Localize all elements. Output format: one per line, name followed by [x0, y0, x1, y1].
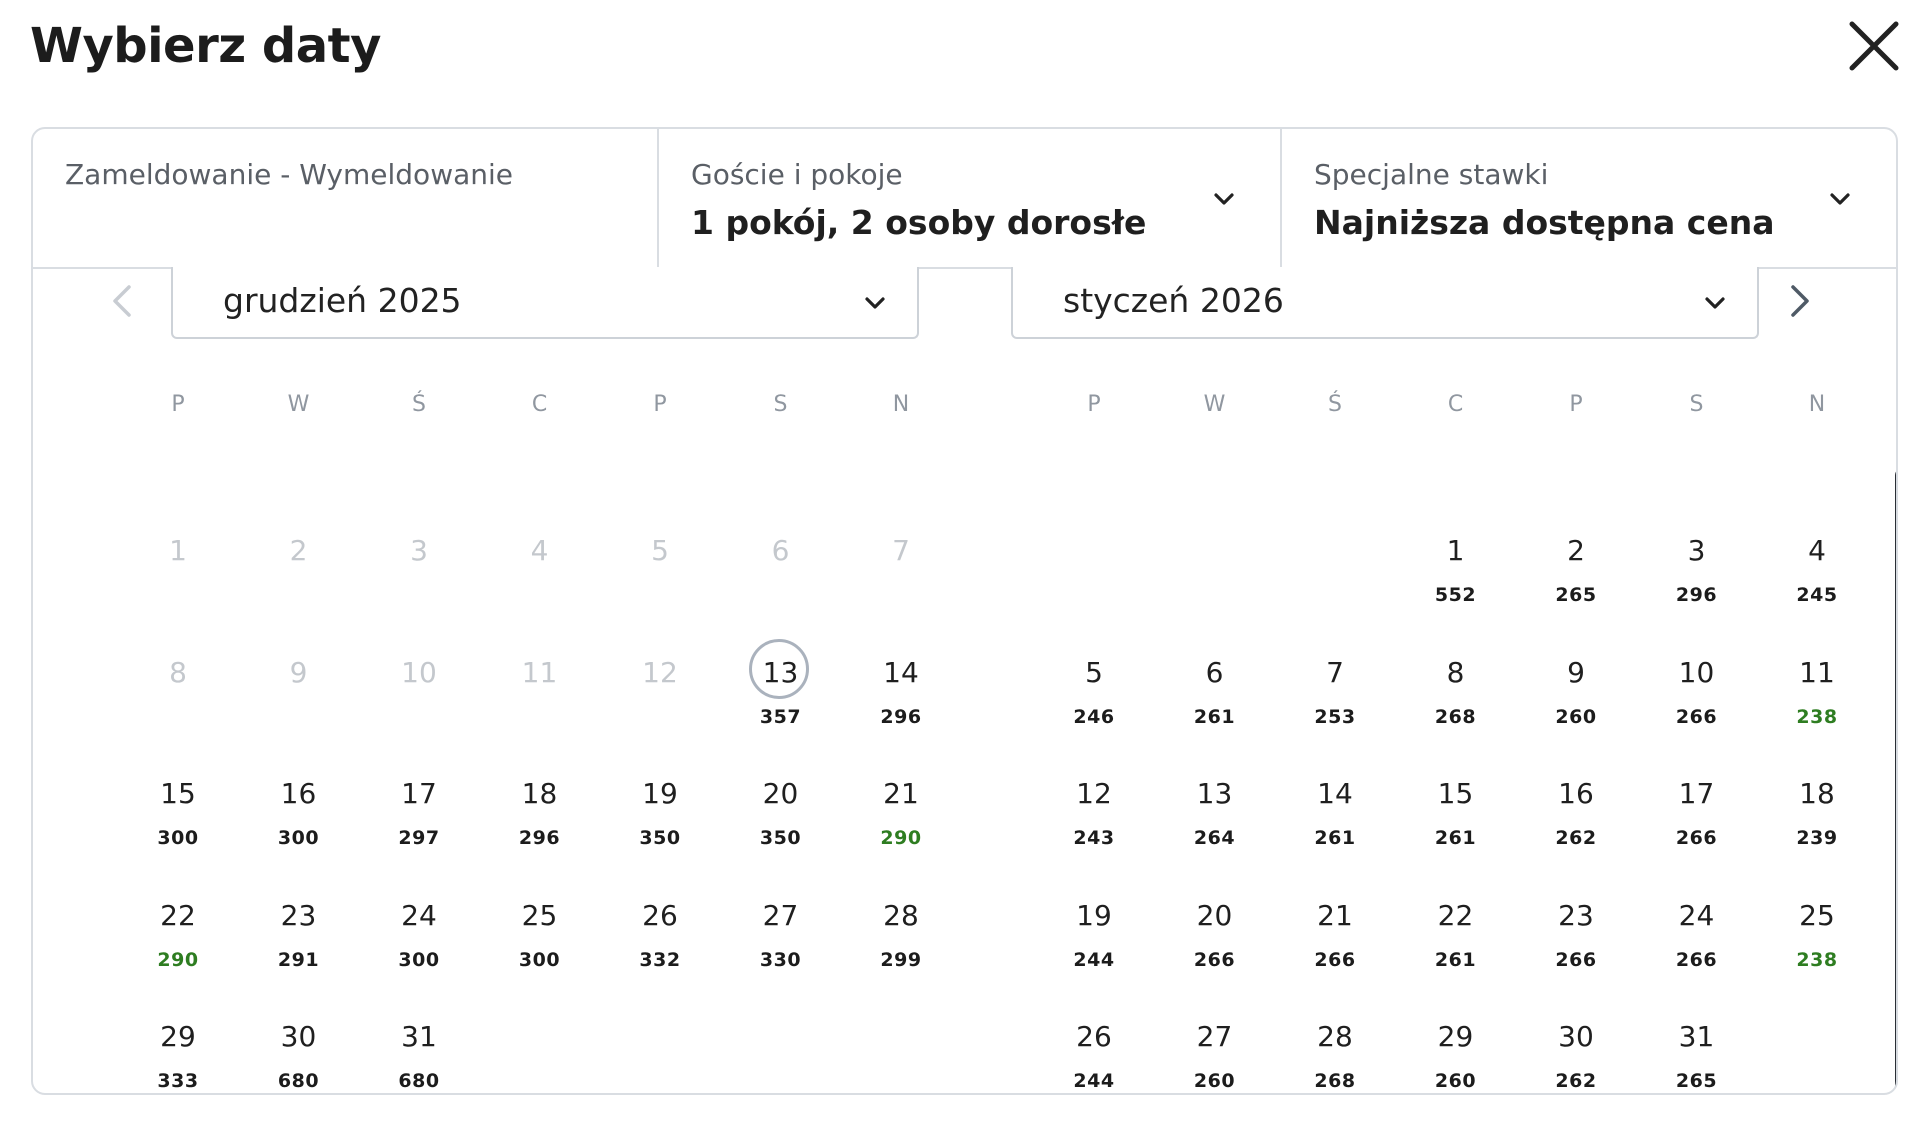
day-number: 28 [1317, 1020, 1353, 1053]
month-select-january[interactable] [1011, 267, 1759, 339]
day-number: 28 [883, 898, 919, 932]
day-price: 266 [1675, 827, 1718, 849]
calendar-day[interactable] [1637, 655, 1757, 765]
calendar-day[interactable] [1516, 655, 1636, 765]
day-price: 268 [1314, 1070, 1356, 1092]
day-price: 296 [518, 827, 561, 849]
calendar-day[interactable] [721, 655, 841, 765]
day-price: 246 [1073, 705, 1115, 728]
day-price: 291 [277, 948, 320, 971]
calendar-day[interactable] [1155, 655, 1275, 765]
calendar-day[interactable] [1516, 898, 1636, 1008]
day-number: 6 [1205, 655, 1224, 689]
calendar-day[interactable] [239, 898, 359, 1008]
day-price: 238 [1796, 705, 1838, 728]
day-price: 300 [518, 948, 561, 971]
day-price: 266 [1675, 948, 1718, 971]
calendar-day[interactable] [1516, 533, 1636, 643]
chevron-down-icon [1210, 185, 1238, 213]
day-number: 14 [1317, 777, 1353, 810]
day-price: 264 [1193, 827, 1236, 849]
chevron-down-icon [1701, 289, 1729, 317]
calendar-day[interactable] [600, 776, 720, 886]
month-select-label: grudzień 2025 [223, 281, 462, 320]
calendar-day[interactable] [1034, 898, 1154, 1008]
day-number: 20 [762, 777, 799, 810]
day-price: 680 [398, 1070, 440, 1092]
day-price: 244 [1073, 948, 1115, 971]
guests-field-value: 1 pokój, 2 osoby dorosłe [691, 203, 1147, 242]
calendar-day[interactable] [841, 655, 961, 765]
day-price: 266 [1314, 948, 1356, 971]
day-price: 266 [1193, 948, 1236, 971]
day-number: 7 [1326, 655, 1344, 689]
day-number: 17 [1678, 777, 1715, 810]
calendar-day[interactable] [841, 898, 961, 1008]
day-price: 260 [1555, 705, 1597, 728]
calendar-day[interactable] [480, 898, 600, 1008]
day-price: 261 [1193, 705, 1236, 728]
chevron-left-icon [107, 281, 137, 321]
day-price: 357 [759, 705, 802, 728]
day-number: 22 [160, 898, 196, 932]
calendar-day[interactable] [1275, 776, 1395, 886]
day-number: 2 [289, 534, 308, 567]
day-number: 15 [1437, 777, 1474, 810]
day-price: 265 [1555, 584, 1597, 606]
calendar-day[interactable] [1275, 898, 1395, 1008]
day-number: 3 [1687, 534, 1706, 567]
search-fields-row [33, 129, 1896, 269]
day-price: 300 [398, 948, 440, 971]
day-number: 24 [401, 898, 437, 932]
day-price: 261 [1434, 948, 1477, 971]
weekday-header: Ś [1328, 392, 1342, 417]
day-number: 14 [883, 655, 919, 689]
calendar-day[interactable] [1034, 655, 1154, 765]
weekday-header: S [773, 392, 788, 417]
dates-field[interactable] [33, 129, 657, 267]
special-rates-dropdown[interactable] [1280, 129, 1896, 267]
day-price: 243 [1073, 827, 1115, 849]
day-price: 680 [277, 1070, 320, 1092]
day-number: 11 [521, 655, 558, 689]
rates-field-label: Specjalne stawki [1314, 158, 1549, 191]
calendar-day[interactable] [1637, 1019, 1757, 1095]
day-price: 266 [1555, 948, 1597, 971]
day-price: 300 [157, 827, 199, 849]
date-picker-panel [31, 127, 1898, 1095]
day-price: 350 [759, 827, 802, 849]
calendar-day[interactable] [721, 776, 841, 886]
calendar-day[interactable] [1034, 776, 1154, 886]
day-price: 350 [639, 827, 681, 849]
close-icon [1844, 16, 1904, 76]
calendar-day[interactable] [1757, 776, 1877, 886]
weekday-header: N [1808, 392, 1826, 417]
day-number: 9 [1567, 655, 1585, 689]
day-number: 13 [1196, 777, 1233, 810]
day-number: 27 [1196, 1020, 1233, 1053]
month-select-label: styczeń 2026 [1063, 281, 1284, 320]
calendar-day [359, 655, 479, 765]
previous-month-button[interactable] [107, 281, 137, 321]
day-number: 29 [160, 1020, 196, 1053]
weekday-header: C [1447, 392, 1464, 417]
calendar-day[interactable] [600, 898, 720, 1008]
weekday-header: Ś [412, 392, 426, 417]
chevron-right-icon [1785, 281, 1815, 321]
calendar-day [600, 533, 720, 643]
next-month-button[interactable] [1785, 281, 1815, 321]
day-price: 266 [1675, 705, 1718, 728]
day-price: 330 [759, 948, 802, 971]
calendar-day[interactable] [1396, 533, 1516, 643]
day-number: 16 [1558, 777, 1594, 810]
day-price: 238 [1796, 948, 1838, 971]
day-number: 1 [169, 534, 187, 567]
day-number: 23 [280, 898, 317, 932]
guests-field-label: Goście i pokoje [691, 158, 903, 191]
calendar-day [239, 533, 359, 643]
day-number: 20 [1196, 898, 1233, 932]
chevron-down-icon [1826, 185, 1854, 213]
day-number: 27 [762, 898, 799, 932]
day-number: 4 [1808, 534, 1826, 567]
day-number: 30 [1558, 1020, 1594, 1053]
day-number: 15 [160, 777, 196, 810]
day-price: 261 [1434, 827, 1477, 849]
close-button[interactable] [1844, 16, 1904, 76]
day-number: 8 [169, 655, 187, 689]
calendar-day[interactable] [359, 1019, 479, 1095]
day-number: 3 [410, 534, 428, 567]
calendar-day[interactable] [359, 776, 479, 886]
day-number: 7 [892, 534, 910, 567]
day-price: 244 [1073, 1070, 1115, 1092]
day-number: 31 [1678, 1020, 1715, 1053]
day-number: 12 [642, 655, 678, 689]
day-number: 8 [1446, 655, 1465, 689]
day-number: 30 [280, 1020, 317, 1053]
day-number: 26 [642, 898, 678, 932]
calendar-day[interactable] [1637, 776, 1757, 886]
day-price: 239 [1796, 827, 1838, 849]
day-number: 5 [651, 534, 669, 567]
calendar-day [359, 533, 479, 643]
day-number: 12 [1076, 777, 1112, 810]
calendar-day[interactable] [118, 776, 238, 886]
day-price: 268 [1434, 705, 1477, 728]
calendar-day[interactable] [1396, 776, 1516, 886]
day-number: 22 [1437, 898, 1474, 932]
day-number: 10 [1678, 655, 1715, 689]
dialog-title: Wybierz daty [30, 18, 381, 74]
calendar-day[interactable] [1516, 776, 1636, 886]
day-number: 9 [289, 655, 308, 689]
calendar-day[interactable] [1155, 898, 1275, 1008]
weekday-header: N [892, 392, 910, 417]
day-number: 13 [762, 655, 799, 689]
calendar-day[interactable] [721, 898, 841, 1008]
dates-field-label: Zameldowanie - Wymeldowanie [65, 158, 513, 191]
day-number: 21 [883, 777, 919, 810]
calendar-day[interactable] [480, 776, 600, 886]
day-number: 4 [530, 534, 549, 567]
day-price: 297 [398, 827, 440, 849]
day-number: 6 [771, 534, 790, 567]
day-price: 296 [1675, 584, 1718, 606]
day-price: 296 [880, 705, 922, 728]
calendar-day[interactable] [1516, 1019, 1636, 1095]
day-number: 19 [1076, 898, 1112, 932]
calendar-day [239, 655, 359, 765]
day-price: 265 [1675, 1070, 1718, 1092]
day-number: 25 [521, 898, 558, 932]
day-price: 245 [1796, 584, 1838, 606]
calendar-day[interactable] [1275, 1019, 1395, 1095]
day-number: 2 [1567, 534, 1585, 567]
day-number: 31 [401, 1020, 437, 1053]
calendar-day[interactable] [1396, 655, 1516, 765]
calendar-day[interactable] [1757, 898, 1877, 1008]
day-number: 19 [642, 777, 678, 810]
calendar-day[interactable] [1275, 655, 1395, 765]
guests-rooms-dropdown[interactable] [657, 129, 1280, 267]
calendar-day[interactable] [118, 1019, 238, 1095]
day-number: 23 [1558, 898, 1594, 932]
scrollbar-thumb[interactable] [1895, 469, 1898, 1095]
weekday-header: P [653, 392, 667, 417]
day-number: 18 [1799, 777, 1835, 810]
day-number: 18 [521, 777, 558, 810]
calendar-day [600, 655, 720, 765]
day-number: 11 [1799, 655, 1835, 689]
day-number: 16 [280, 777, 317, 810]
calendar-day[interactable] [239, 1019, 359, 1095]
calendar-day [480, 533, 600, 643]
day-number: 26 [1076, 1020, 1112, 1053]
weekday-header: W [287, 392, 310, 417]
calendar-day[interactable] [1155, 1019, 1275, 1095]
day-price: 332 [639, 948, 681, 971]
calendar-day [841, 533, 961, 643]
weekday-header: P [1569, 392, 1583, 417]
calendar-day[interactable] [1396, 1019, 1516, 1095]
day-number: 17 [401, 777, 437, 810]
calendar-day[interactable] [1034, 1019, 1154, 1095]
day-price: 253 [1314, 705, 1356, 728]
weekday-header: P [171, 392, 185, 417]
day-price: 299 [880, 948, 922, 971]
weekday-header: C [531, 392, 548, 417]
day-price: 260 [1193, 1070, 1236, 1092]
day-price: 552 [1434, 584, 1477, 606]
day-price: 262 [1555, 827, 1597, 849]
day-price: 300 [277, 827, 320, 849]
month-select-december[interactable] [171, 267, 919, 339]
calendar-day[interactable] [1637, 898, 1757, 1008]
day-price: 260 [1434, 1070, 1477, 1092]
calendar-day[interactable] [1637, 533, 1757, 643]
day-number: 25 [1799, 898, 1835, 932]
chevron-down-icon [861, 289, 889, 317]
calendar-day [118, 533, 238, 643]
day-price: 262 [1555, 1070, 1597, 1092]
weekday-header: P [1087, 392, 1101, 417]
day-number: 5 [1085, 655, 1103, 689]
day-price: 333 [157, 1070, 199, 1092]
day-price: 290 [880, 827, 922, 849]
weekday-header: W [1203, 392, 1226, 417]
day-number: 21 [1317, 898, 1353, 932]
calendar-day[interactable] [239, 776, 359, 886]
day-number: 10 [401, 655, 437, 689]
rates-field-value: Najniższa dostępna cena [1314, 203, 1775, 242]
calendar-day[interactable] [359, 898, 479, 1008]
day-price: 261 [1314, 827, 1356, 849]
calendar-day[interactable] [841, 776, 961, 886]
day-number: 24 [1678, 898, 1715, 932]
calendar-day [480, 655, 600, 765]
calendar-day[interactable] [1757, 533, 1877, 643]
day-number: 29 [1437, 1020, 1474, 1053]
calendar-day[interactable] [118, 898, 238, 1008]
calendar-day[interactable] [1757, 655, 1877, 765]
calendar-day[interactable] [1396, 898, 1516, 1008]
weekday-header: S [1689, 392, 1704, 417]
day-price: 290 [157, 948, 199, 971]
calendar-day [721, 533, 841, 643]
day-number: 1 [1446, 534, 1465, 567]
calendar-day[interactable] [1155, 776, 1275, 886]
calendar-day [118, 655, 238, 765]
